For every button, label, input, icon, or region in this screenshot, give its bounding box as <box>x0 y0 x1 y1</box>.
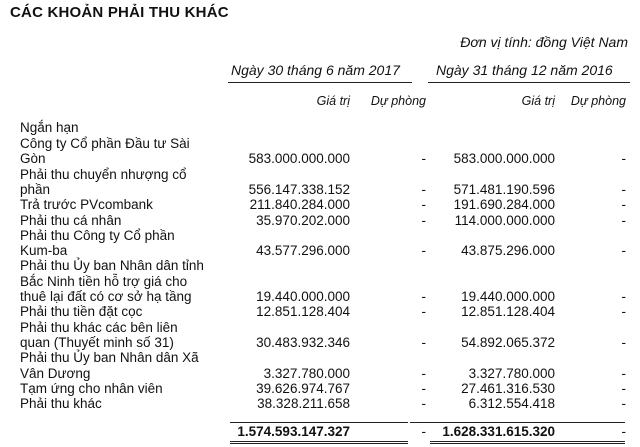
total-rule-provision <box>410 422 432 423</box>
total-rule-2016-value <box>430 422 625 423</box>
cell-provision-2017: - <box>421 212 426 228</box>
cell-provision-2016: - <box>621 212 626 228</box>
total-double-rule-1 <box>230 441 408 442</box>
unit-note: Đơn vị tính: đồng Việt Nam <box>460 34 628 50</box>
row-label-line: Gòn <box>20 151 46 167</box>
cell-provision-2016: - <box>621 380 626 396</box>
row-label-line: quan (Thuyết minh số 31) <box>20 334 174 350</box>
period-header-2017: Ngày 30 tháng 6 năm 2017 <box>231 62 400 78</box>
cell-value-2016: 12.851.128.404 <box>461 304 555 320</box>
cell-value-2017: 19.440.000.000 <box>256 289 350 304</box>
row-label-line: Phải thu Ủy ban Nhân dân Xã <box>20 350 199 366</box>
provision-header-2016: Dự phòng <box>570 94 626 108</box>
cell-provision-2017: - <box>421 289 426 304</box>
cell-provision-2017: - <box>421 334 426 350</box>
provision-header-2017: Dự phòng <box>370 94 426 108</box>
row-label-line: Phải thu Ủy ban Nhân dân tỉnh <box>20 258 204 274</box>
cell-provision-2016: - <box>621 334 626 350</box>
cell-value-2017: 556.147.338.152 <box>248 181 350 197</box>
cell-value-2016: 571.481.190.596 <box>453 181 555 197</box>
cell-value-2017: 30.483.932.346 <box>256 334 350 350</box>
page-title: CÁC KHOẢN PHẢI THU KHÁC <box>10 4 229 21</box>
row-label-line: Trả trước PVcombank <box>20 197 153 213</box>
cell-value-2016: 19.440.000.000 <box>461 289 555 304</box>
row-label-line: Phải thu tiền đặt cọc <box>20 304 143 320</box>
cell-provision-2017: - <box>421 181 426 197</box>
period-header-2016: Ngày 31 tháng 12 năm 2016 <box>436 62 613 78</box>
cell-provision-2016: - <box>621 181 626 197</box>
cell-value-2017: 43.577.296.000 <box>256 243 350 259</box>
total-provision-2016: - <box>621 424 626 439</box>
row-label-line: Vân Dương <box>20 365 91 381</box>
header-underline-2016 <box>428 82 630 83</box>
cell-provision-2017: - <box>421 197 426 213</box>
cell-value-2016: 43.875.296.000 <box>461 243 555 259</box>
cell-provision-2016: - <box>621 151 626 167</box>
cell-provision-2016: - <box>621 365 626 381</box>
row-label-line: Phải thu khác các bên liên <box>20 319 178 335</box>
cell-value-2017: 3.327.780.000 <box>263 365 350 381</box>
cell-value-2016: 3.327.780.000 <box>468 365 555 381</box>
cell-value-2016: 583.000.000.000 <box>453 151 555 167</box>
cell-value-2017: 35.970.202.000 <box>256 212 350 228</box>
cell-provision-2016: - <box>621 304 626 320</box>
row-label-line: phần <box>20 181 51 197</box>
header-underline-2017 <box>228 82 412 83</box>
cell-provision-2017: - <box>421 365 426 381</box>
cell-value-2016: 191.690.284.000 <box>453 197 555 213</box>
total-value-2016: 1.628.331.615.320 <box>442 424 555 439</box>
cell-provision-2017: - <box>421 304 426 320</box>
row-label-line: Kum-ba <box>20 243 68 259</box>
cell-value-2017: 38.328.211.658 <box>257 396 350 412</box>
value-header-2016: Giá trị <box>521 94 555 108</box>
cell-provision-2017: - <box>421 396 426 412</box>
row-label-line: Bắc Ninh tiền hỗ trợ giá cho <box>20 273 188 289</box>
cell-value-2016: 6.312.554.418 <box>468 396 555 412</box>
row-label-line: Phải thu Công ty Cổ phần <box>20 227 175 243</box>
row-label-line: Công ty Cổ phần Đầu tư Sài <box>20 136 190 151</box>
row-label-line: Phải thu khác <box>20 396 102 412</box>
cell-value-2017: 39.626.974.767 <box>256 380 350 396</box>
total-double-rule-2 <box>230 443 408 444</box>
cell-provision-2016: - <box>621 396 626 412</box>
row-label-line: Phải thu chuyển nhượng cổ <box>20 166 187 182</box>
cell-provision-2016: - <box>621 197 626 213</box>
total-provision-2017: - <box>421 424 426 439</box>
cell-value-2016: 54.892.065.372 <box>461 334 555 350</box>
total-double-rule-4 <box>430 443 625 444</box>
value-header-2017: Giá trị <box>316 94 350 108</box>
cell-value-2017: 12.851.128.404 <box>256 304 350 320</box>
cell-value-2017: 211.840.284.000 <box>249 197 350 213</box>
total-double-rule-3 <box>430 441 625 442</box>
cell-provision-2016: - <box>621 289 626 304</box>
total-value-2017: 1.574.593.147.327 <box>237 424 350 439</box>
row-label-line: Phải thu cá nhân <box>20 212 122 228</box>
cell-provision-2016: - <box>621 243 626 259</box>
cell-provision-2017: - <box>421 243 426 259</box>
total-rule-2017-value <box>230 422 408 423</box>
row-label-line: thuê lại đất có cơ sở hạ tầng <box>20 289 192 304</box>
cell-provision-2017: - <box>421 151 426 167</box>
cell-value-2017: 583.000.000.000 <box>248 151 350 167</box>
section-heading: Ngắn hạn <box>20 120 79 135</box>
cell-provision-2017: - <box>421 380 426 396</box>
cell-value-2016: 114.000.000.000 <box>454 212 555 228</box>
cell-value-2016: 27.461.316.530 <box>461 380 555 396</box>
row-label-line: Tạm ứng cho nhân viên <box>20 380 163 396</box>
